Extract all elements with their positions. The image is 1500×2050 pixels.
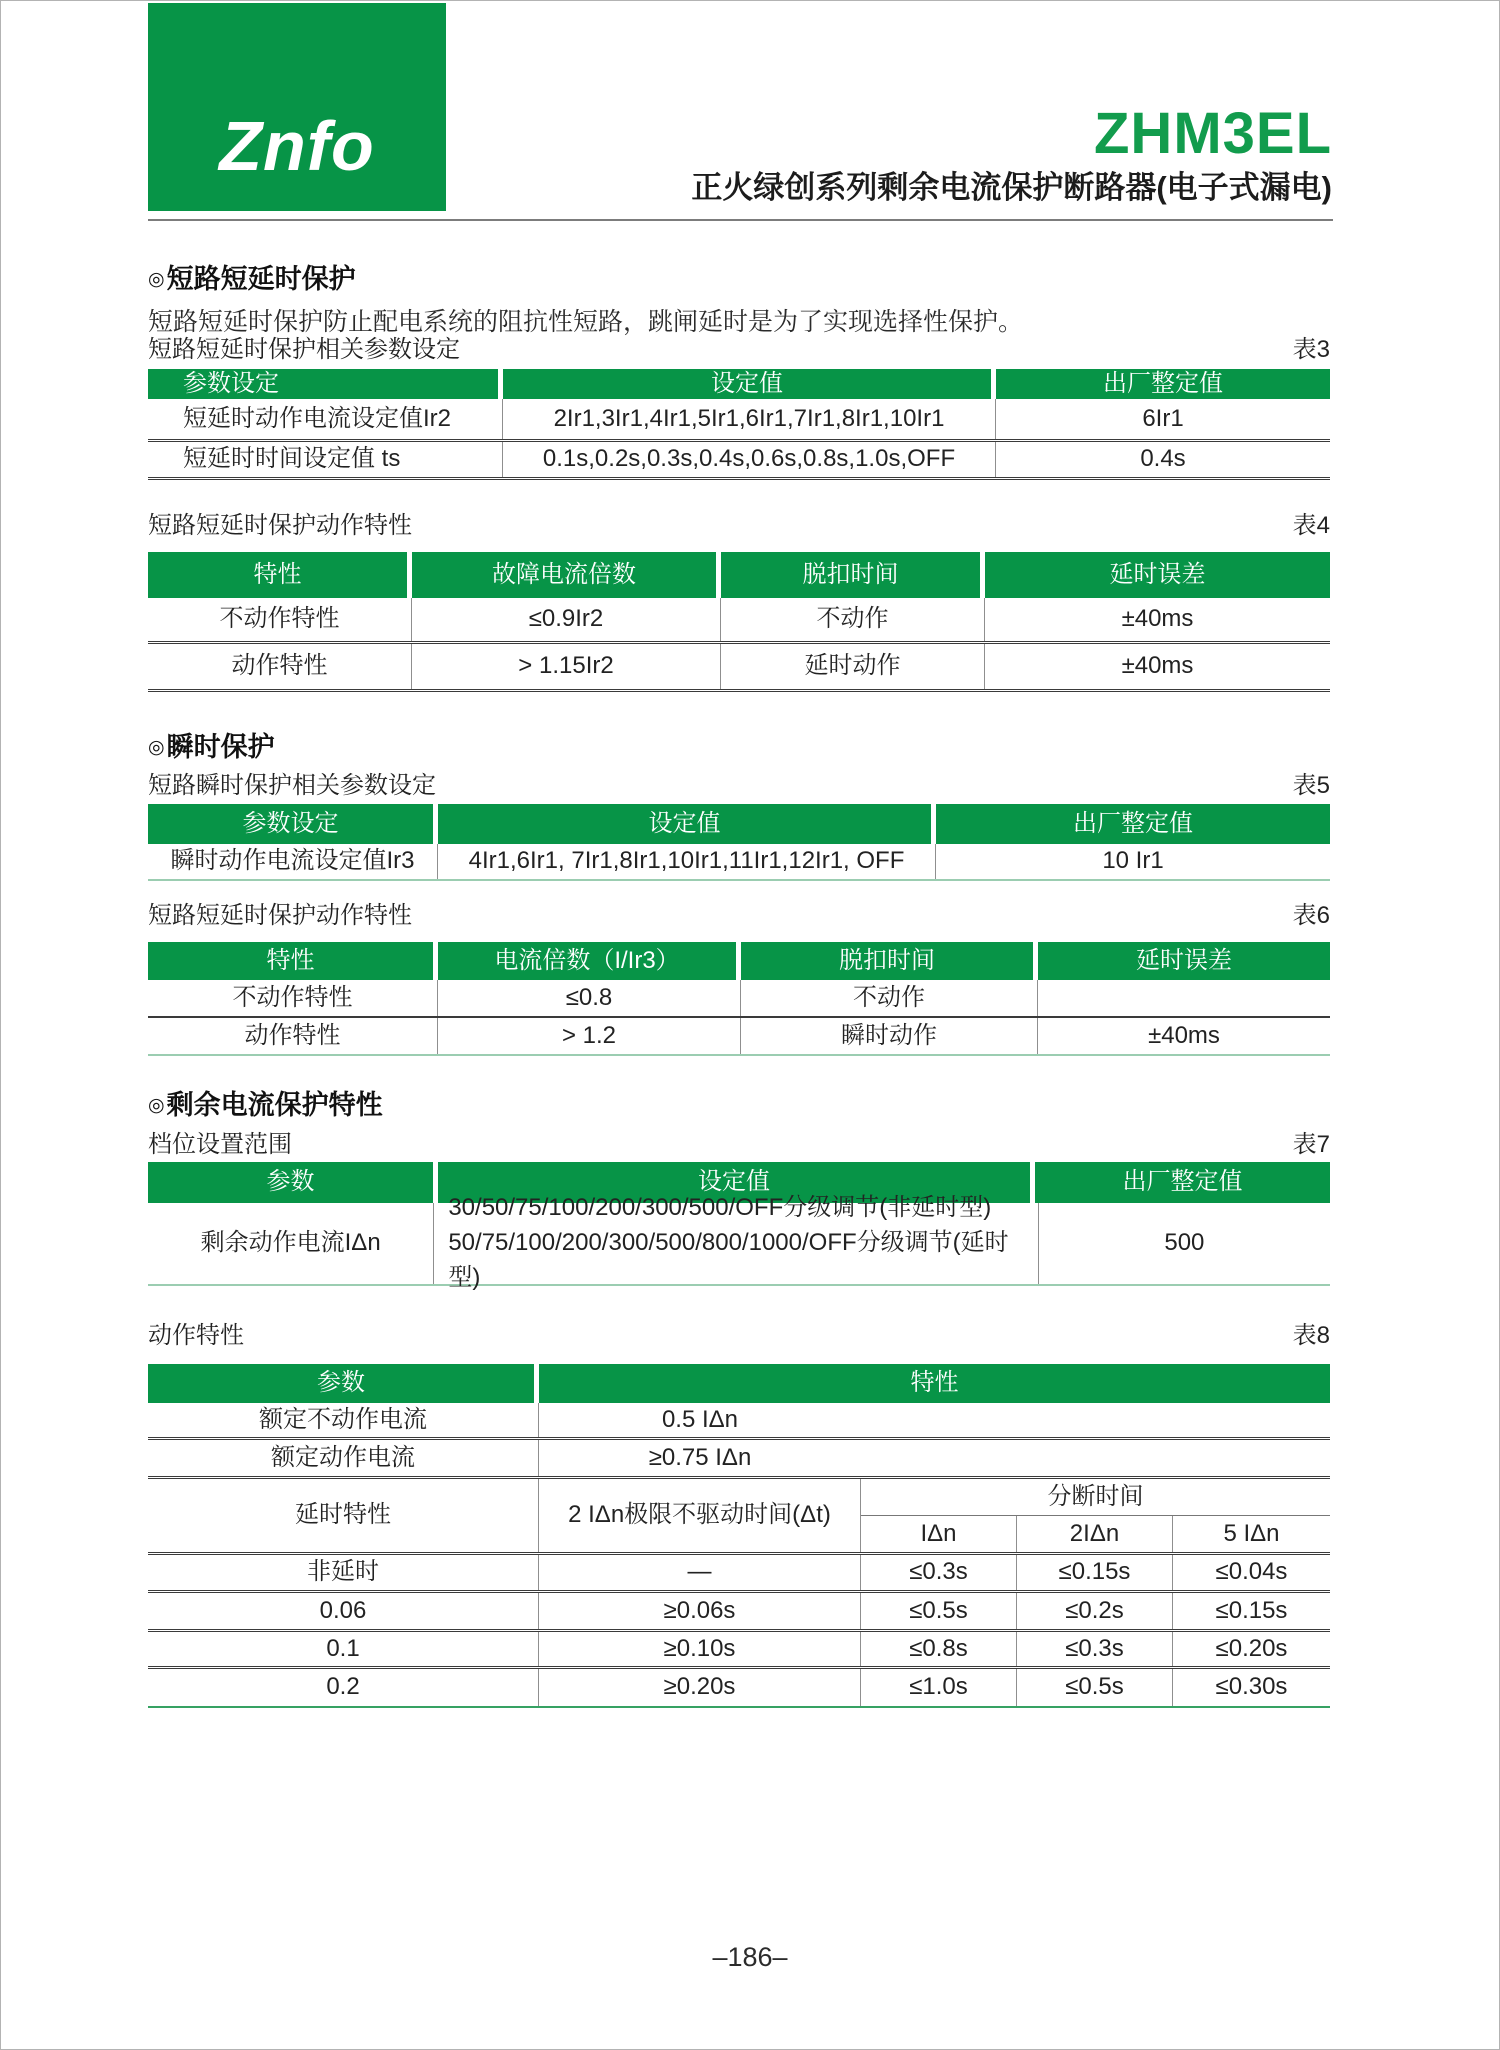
table-cell: ≤0.5s	[1017, 1669, 1173, 1706]
table-cell: 0.2	[148, 1669, 539, 1706]
table7-caption-row	[148, 1132, 1330, 1158]
table-cell: ≤0.3s	[1017, 1632, 1173, 1666]
table-cell: ≥0.10s	[539, 1632, 861, 1666]
table7-header-cell: 出厂整定值	[1035, 1162, 1330, 1203]
table-cell	[434, 1194, 1038, 1291]
table-cell: 动作特性	[148, 1018, 438, 1054]
table-cell: —	[539, 1555, 861, 1590]
table-cell: 动作特性	[148, 644, 412, 689]
table-row	[148, 1632, 1330, 1669]
table-row	[148, 442, 1330, 480]
table3-header-cell: 设定值	[503, 369, 996, 399]
table8-delay-header-row	[148, 1479, 1330, 1555]
table-cell: ≤0.2s	[1017, 1593, 1173, 1629]
table6	[148, 942, 1330, 1056]
table5-header-row	[148, 804, 1330, 844]
table8-header-cell: 特性	[539, 1364, 1330, 1403]
table-row	[148, 980, 1330, 1018]
table7-header-cell: 设定值	[438, 1162, 1035, 1203]
table-row	[148, 399, 1330, 442]
table3-caption: 短路短延时保护相关参数设定	[148, 336, 460, 363]
table-cell: 短延时动作电流设定值Ir2	[148, 399, 503, 439]
table6-header-cell: 脱扣时间	[741, 942, 1038, 980]
table-cell: ±40ms	[1121, 605, 1194, 633]
table7-tag: 表7	[1292, 1131, 1330, 1158]
table-row	[148, 1669, 1330, 1708]
table4-header-cell: 脱扣时间	[721, 552, 985, 598]
table-cell: ±40ms	[1148, 1021, 1220, 1049]
setting-range-line1: 30/50/75/100/200/300/500/OFF分级调节(非延时型)	[448, 1194, 992, 1222]
section-heading-instantaneous	[148, 733, 275, 763]
header-divider	[148, 219, 1333, 221]
table-cell: 6Ir1	[1142, 404, 1184, 432]
subheader-cell: 5 IΔn	[1223, 1519, 1280, 1547]
table4-tag: 表4	[1292, 512, 1330, 539]
table7-header-cell: 参数	[148, 1162, 438, 1203]
subheader-cell: 2IΔn	[1017, 1516, 1173, 1552]
table8-caption-row	[148, 1323, 1330, 1349]
table-cell: ≥0.75 IΔn	[648, 1443, 752, 1471]
table4-header-cell: 特性	[148, 552, 412, 598]
table-row	[148, 1403, 1330, 1440]
table8-header-cell: 参数	[148, 1364, 539, 1403]
table-cell: 10 Ir1	[1102, 847, 1164, 875]
table6-header-cell: 延时误差	[1038, 942, 1330, 980]
table-cell: 不动作特性	[148, 598, 412, 641]
table5	[148, 804, 1330, 881]
table-cell: 剩余动作电流IΔn	[148, 1203, 434, 1284]
table4-caption: 短路短延时保护动作特性	[148, 512, 412, 539]
table-cell: 0.4s	[1140, 445, 1186, 473]
table-cell: 不动作特性	[148, 980, 438, 1016]
table-cell: ≥0.20s	[539, 1669, 861, 1706]
subheader-cell: IΔn	[861, 1516, 1017, 1552]
table-cell: ±40ms	[1121, 652, 1194, 680]
table-cell: ≤0.20s	[1215, 1634, 1288, 1662]
table-cell: 2Ir1,3Ir1,4Ir1,5Ir1,6Ir1,7Ir1,8Ir1,10Ir1	[503, 399, 996, 439]
table-cell: 短延时时间设定值 ts	[148, 442, 503, 477]
table4-header-cell: 延时误差	[985, 552, 1330, 598]
table-cell	[861, 1440, 1330, 1476]
page-number: –186–	[712, 1942, 788, 1972]
product-model-title: ZHM3EL	[1094, 101, 1332, 166]
table-row	[148, 598, 1330, 644]
table6-header-row	[148, 942, 1330, 980]
table-row	[148, 644, 1330, 692]
table4-header-cell: 故障电流倍数	[412, 552, 721, 598]
table-cell: ≥0.06s	[539, 1593, 861, 1629]
table-cell: 不动作	[721, 598, 985, 641]
table4-caption-row	[148, 513, 1330, 539]
section-heading-text: 剩余电流保护特性	[166, 1090, 383, 1120]
table5-tag: 表5	[1292, 772, 1330, 799]
break-time-label: 分断时间	[861, 1479, 1330, 1516]
setting-range-line2: 50/75/100/200/300/500/800/1000/OFF分级调节(延时型)	[448, 1229, 1009, 1291]
table-cell: 2 IΔn极限不驱动时间(Δt)	[539, 1479, 861, 1552]
table-cell: ≤1.0s	[861, 1669, 1017, 1706]
table-cell: 延时动作	[721, 644, 985, 689]
section-heading-residual-current	[148, 1091, 383, 1121]
table-cell: ≤0.15s	[1215, 1596, 1288, 1624]
section-bullet-icon: ◎	[148, 737, 165, 758]
table-cell: > 1.15Ir2	[412, 644, 721, 689]
table-cell: ≤0.3s	[861, 1555, 1017, 1590]
table6-caption-row	[148, 903, 1330, 929]
break-time-subheader-row	[861, 1516, 1330, 1552]
table7	[148, 1162, 1330, 1291]
table8-caption: 动作特性	[148, 1322, 244, 1349]
table-cell: 不动作	[741, 980, 1038, 1016]
table8	[148, 1364, 1330, 1708]
table-cell: ≤0.8s	[861, 1632, 1017, 1666]
table-row	[148, 1593, 1330, 1632]
table-cell: 瞬时动作电流设定值Ir3	[148, 844, 438, 879]
table7-caption: 档位设置范围	[148, 1131, 292, 1158]
table3	[148, 369, 1330, 480]
table-cell: 瞬时动作	[741, 1018, 1038, 1054]
section-heading-text: 瞬时保护	[166, 732, 275, 762]
brand-logo-box	[148, 3, 446, 211]
table-row	[148, 1555, 1330, 1593]
table-row	[148, 1018, 1330, 1056]
table3-header-cell: 参数设定	[148, 369, 503, 399]
table-cell: 额定不动作电流	[148, 1403, 539, 1437]
table4	[148, 552, 1330, 692]
table-cell: > 1.2	[438, 1018, 741, 1054]
table-row	[148, 1440, 1330, 1479]
table-cell: 0.06	[148, 1593, 539, 1629]
table3-header-cell: 出厂整定值	[996, 369, 1330, 399]
section-paragraph: 短路短延时保护防止配电系统的阻抗性短路，跳闸延时是为了实现选择性保护。	[148, 308, 1024, 336]
section-bullet-icon: ◎	[148, 269, 165, 290]
table8-header-row	[148, 1364, 1330, 1403]
table-cell: 延时特性	[148, 1479, 539, 1552]
table-cell	[861, 1403, 1330, 1437]
product-series-subtitle: 正火绿创系列剩余电流保护断路器(电子式漏电)	[691, 170, 1332, 205]
table6-caption: 短路短延时保护动作特性	[148, 902, 412, 929]
table6-header-cell: 特性	[148, 942, 438, 980]
table-cell	[1038, 980, 1330, 1016]
table5-header-cell: 设定值	[438, 804, 936, 844]
table4-header-row	[148, 552, 1330, 598]
table-cell: 额定动作电流	[148, 1440, 539, 1476]
table-cell: 0.1s,0.2s,0.3s,0.4s,0.6s,0.8s,1.0s,OFF	[503, 442, 996, 477]
table-cell: ≤0.04s	[1215, 1558, 1288, 1586]
brand-logo-text: Znfo	[219, 107, 375, 185]
table8-tag: 表8	[1292, 1322, 1330, 1349]
section-heading-short-delay	[148, 265, 356, 295]
section-bullet-icon: ◎	[148, 1095, 165, 1116]
table5-header-cell: 出厂整定值	[936, 804, 1330, 844]
table5-caption-row	[148, 773, 1330, 799]
table-cell: ≤0.15s	[1017, 1555, 1173, 1590]
break-time-group	[861, 1479, 1330, 1552]
table5-caption: 短路瞬时保护相关参数设定	[148, 772, 436, 799]
table3-caption-row	[148, 337, 1330, 363]
table-row	[148, 1194, 1330, 1291]
table-row	[148, 844, 1330, 881]
table3-header-row	[148, 369, 1330, 399]
section-heading-text: 短路短延时保护	[166, 264, 356, 294]
table-cell: 500	[1164, 1229, 1205, 1257]
table-cell: ≤0.9Ir2	[412, 598, 721, 641]
table-cell: ≤0.8	[438, 980, 741, 1016]
table-cell: 非延时	[148, 1555, 539, 1590]
table-cell: ≤0.5s	[861, 1593, 1017, 1629]
table6-header-cell: 电流倍数（I/Ir3）	[438, 942, 741, 980]
table3-tag: 表3	[1292, 336, 1330, 363]
table6-tag: 表6	[1292, 902, 1330, 929]
table-cell: ≤0.30s	[1215, 1673, 1288, 1701]
table-cell: 0.1	[148, 1632, 539, 1666]
table-cell: 0.5 IΔn	[661, 1405, 739, 1433]
table5-header-cell: 参数设定	[148, 804, 438, 844]
table-cell: 4Ir1,6Ir1, 7Ir1,8Ir1,10Ir1,11Ir1,12Ir1, OFF	[438, 844, 936, 879]
